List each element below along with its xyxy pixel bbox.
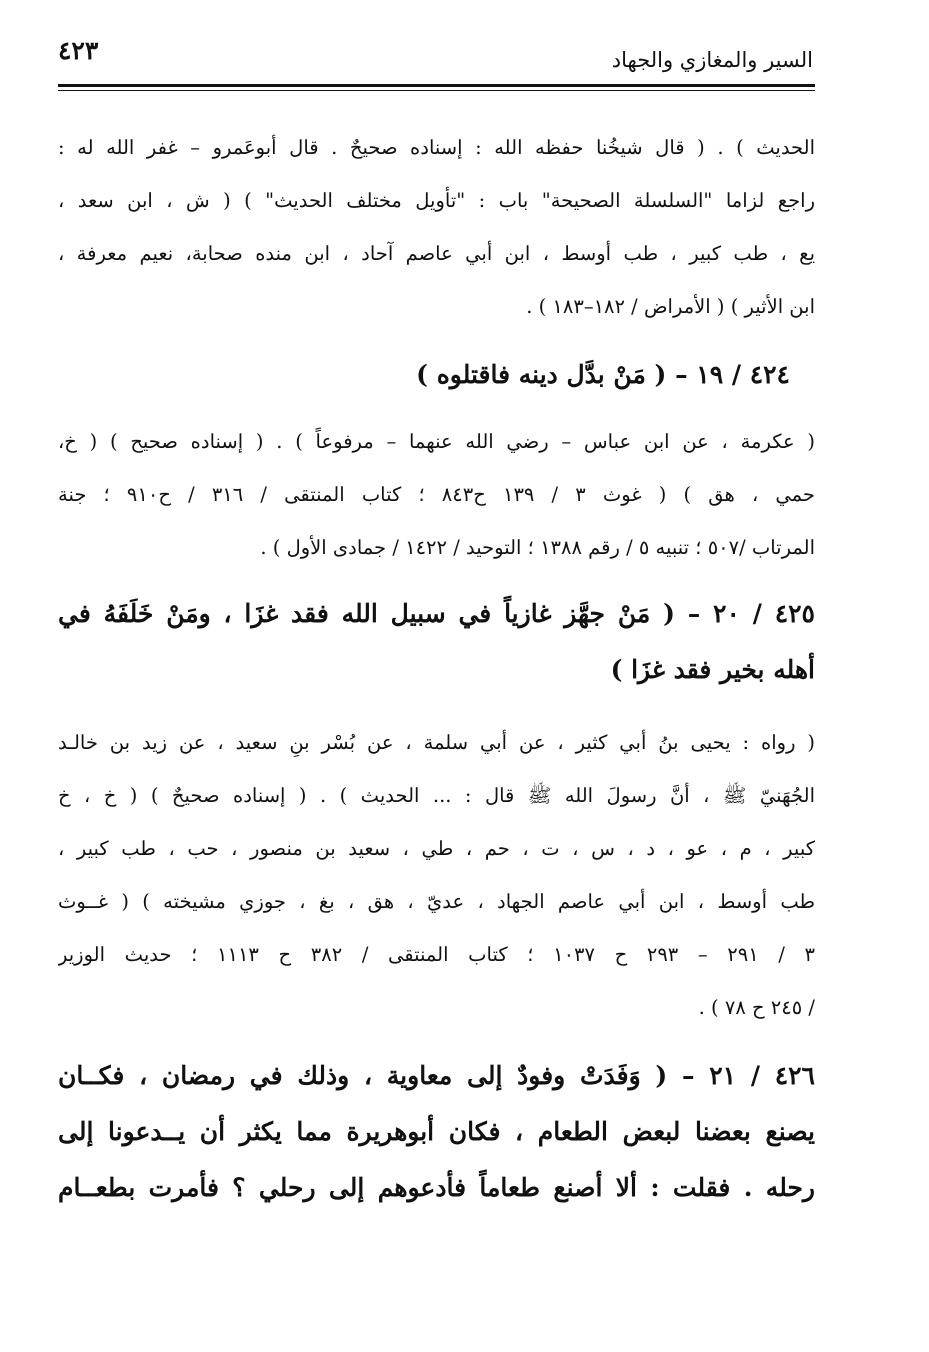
note-line: المرتاب /٥٠٧ ؛ تنبيه ٥ / رقم ١٣٨٨ ؛ التوحيد / ١٤٢٢ / جمادى الأول ) .: [260, 536, 815, 559]
note-line: ابن الأثير ) ( الأمراض / ١٨٢–١٨٣ ) .: [526, 295, 815, 318]
hadith-424-note: [58, 415, 815, 574]
note-line: طب أوسط ، ابن أبي عاصم الجهاد ، عديّ ، هق ، بغ ، جوزي مشيخته ) ( غــوث: [58, 890, 815, 913]
continued-note: [58, 121, 815, 333]
page-header: [58, 28, 813, 78]
hadith-425-note: [58, 716, 815, 1034]
note-line: كبير ، م ، عو ، د ، س ، ت ، حم ، طي ، سعيد بن منصور ، حب ، طب كبير ،: [58, 837, 815, 860]
note-line: الحديث ) . ( قال شيخُنا حفظه الله : إسناده صحيحٌ . قال أبوعَمرو – غفر الله له :: [58, 136, 815, 159]
hadith-heading-line: رحله . فقلت : ألا أصنع طعاماً فأدعوهم إلى رحلي ؟ فأمرت بطعــام: [58, 1173, 815, 1202]
header-rule-thick: [58, 84, 815, 87]
header-rule-thin: [58, 90, 815, 91]
hadith-heading-line: يصنع بعضنا لبعض الطعام ، فكان أبوهريرة مما يكثر أن يــدعونا إلى: [58, 1117, 815, 1146]
note-line: / ٢٤٥ ح ٧٨ ) .: [698, 996, 815, 1019]
note-line: راجع لزاما "السلسلة الصحيحة" باب : "تأويل مختلف الحديث" ) ( ش ، ابن سعد ،: [58, 189, 815, 212]
note-line: يع ، طب كبير ، طب أوسط ، ابن أبي عاصم آحاد ، ابن منده صحابة، نعيم معرفة ،: [58, 242, 815, 265]
note-line: حمي ، هق ) ( غوث ٣ / ١٣٩ ح٨٤٣ ؛ كتاب المنتقى / ٣١٦ / ح٩١٠ ؛ جنة: [58, 483, 815, 506]
hadith-heading-line: ٤٢٥ / ٢٠ – ( مَنْ جهَّز غازياً في سبيل الله فقد غزَا ، ومَنْ خَلَفَهُ في: [58, 599, 815, 628]
hadith-heading-line: أهله بخير فقد غزَا ): [610, 655, 815, 684]
hadith-424-heading: [58, 347, 815, 403]
page-number: ٤٢٣: [58, 36, 99, 65]
note-line: ( رواه : يحيى بنُ أبي كثير ، عن أبي سلمة ، عن بُسْر بنِ سعيد ، عن زيد بن خالـد: [58, 731, 815, 754]
note-line: ٣ / ٢٩١ – ٢٩٣ ح ١٠٣٧ ؛ كتاب المنتقى / ٣٨٢ ح ١١١٣ ؛ حديث الوزير: [58, 943, 815, 966]
note-line: ( عكرمة ، عن ابن عباس – رضي الله عنهما – مرفوعاً ) . ( إسناده صحيح ) ( خ،: [58, 430, 815, 453]
running-title: السير والمغازي والجهاد: [611, 48, 813, 72]
hadith-425-heading: [58, 586, 815, 698]
hadith-heading-line: ٤٢٦ / ٢١ – ( وَفَدَتْ وفودٌ إلى معاوية ، وذلك في رمضان ، فكــان: [58, 1061, 815, 1090]
note-line: الجُهَنيّ ﷺ ، أنَّ رسولَ الله ﷺ قال : ... الحديث ) . ( إسناده صحيحٌ ) ( خ ، خ: [58, 784, 815, 807]
hadith-426-heading: [58, 1048, 815, 1216]
hadith-heading-line: ٤٢٤ / ١٩ – ( مَنْ بدَّل دينه فاقتلوه ): [416, 360, 790, 389]
